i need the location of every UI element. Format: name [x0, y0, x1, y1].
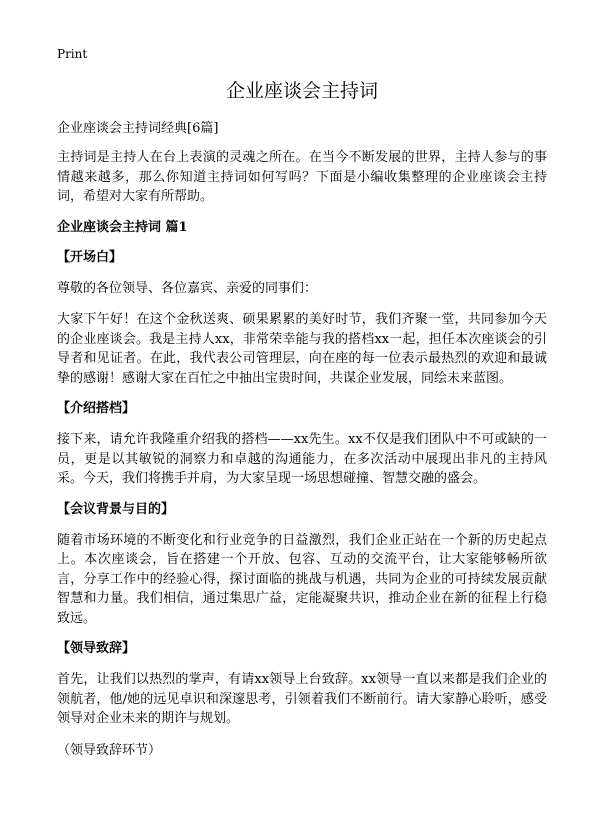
print-link[interactable]: Print — [57, 47, 88, 61]
document-body — [57, 120, 547, 772]
block-opening — [57, 249, 547, 389]
block-background — [57, 501, 547, 629]
block-paragraph: 首先，让我们以热烈的掌声，有请xx领导上台致辞。xx领导一直以来都是我们企业的领航者，他/她的远见卓识和深邃思考，引领着我们不断前行。请大家静心聆听，感受领导对企业未来的期许与规划。 — [57, 672, 547, 726]
document-subtitle: 企业座谈会主持词经典[6篇] — [57, 121, 219, 136]
page-title: 企业座谈会主持词 — [225, 80, 378, 102]
block-paragraph: （领导致辞环节） — [57, 742, 162, 758]
block-heading-partner: 【介绍搭档】 — [57, 401, 136, 416]
block-paragraph: 随着市场环境的不断变化和行业竞争的日益激烈，我们企业正站在一个新的历史起点上。本次座谈会，旨在搭建一个开放、包容、互动的交流平台，让大家能够畅所欲言，分享工作中的经验心得，探讨面临的挑战与机遇，共同为企业的可持续发展贡献智慧和力量。我们相信，通过集思广益，定能凝聚共识，推动企业在新的征程上行稳致远。 — [57, 532, 547, 626]
block-heading-leader-speech: 【领导致辞】 — [57, 641, 136, 656]
block-heading-opening: 【开场白】 — [57, 249, 123, 265]
section-title: 企业座谈会主持词 篇1 — [57, 219, 188, 235]
block-heading-background: 【会议背景与目的】 — [57, 501, 175, 517]
block-partner — [57, 400, 547, 489]
intro-paragraph: 主持词是主持人在台上表演的灵魂之所在。在当今不断发展的世界，主持人参与的事情越来越多，那么你知道主持词如何写吗？下面是小编收集整理的企业座谈会主持词，希望对大家有所帮助。 — [57, 150, 547, 204]
block-paragraph: 大家下午好！在这个金秋送爽、硕果累累的美好时节，我们齐聚一堂，共同参加今天的企业座谈会。我是主持人xx，非常荣幸能与我的搭档xx一起，担任本次座谈会的引导者和见证者。在此，我代表公司管理层，向在座的每一位表示最热烈的欢迎和最诚挚的感谢！感谢大家在百忙之中抽出宝贵时间，共谋企业发展，同绘未来蓝图。 — [57, 312, 547, 386]
block-paragraph: 接下来，请允许我隆重介绍我的搭档——xx先生。xx不仅是我们团队中不可或缺的一员，更是以其敏锐的洞察力和卓越的沟通能力，在多次活动中展现出非凡的主持风采。今天，我们将携手并肩，为大家呈现一场思想碰撞、智慧交融的盛会。 — [57, 432, 547, 486]
block-leader-speech — [57, 640, 547, 760]
block-paragraph: 尊敬的各位领导、各位嘉宾、亲爱的同事们： — [57, 280, 318, 296]
